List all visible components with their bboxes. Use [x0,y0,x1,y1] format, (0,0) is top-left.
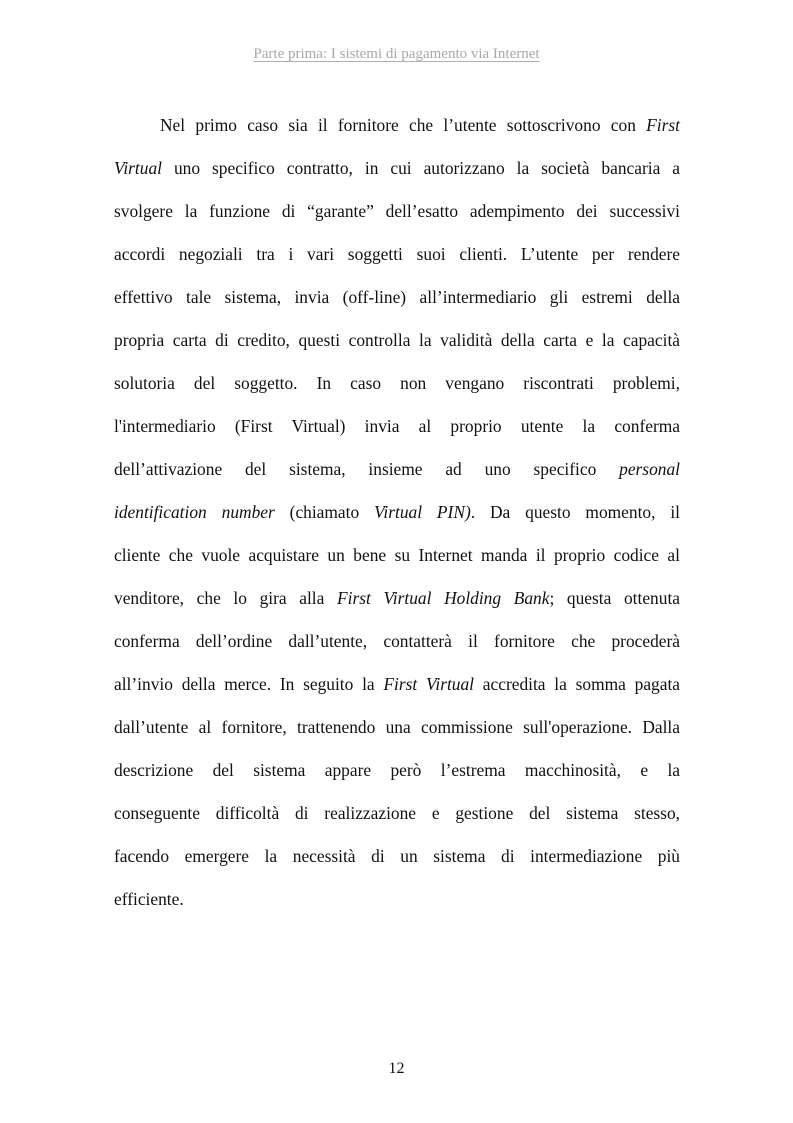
running-header: Parte prima: I sistemi di pagamento via Internet [253,46,540,62]
text-run: venditore, che lo gira alla [114,588,337,608]
italic-text: Virtual [114,158,162,178]
italic-text: First [646,115,680,135]
body-paragraph [114,104,680,921]
paragraph-line [114,190,680,233]
text-run: accordi negoziali tra i vari soggetti suoi clienti. L’utente per rendere [114,244,680,264]
paragraph-line [114,663,680,706]
text-run: l'intermediario (First Virtual) invia al proprio utente la conferma [114,416,680,436]
text-run: svolgere la funzione di “garante” dell’esatto adempimento dei successivi [114,201,680,221]
paragraph-line [114,792,680,835]
text-run: conferma dell’ordine dall’utente, contatterà il fornitore che procederà [114,631,680,651]
text-run: Nel primo caso sia il fornitore che l’utente sottoscrivono con [160,115,647,135]
text-run: efficiente. [114,889,184,909]
text-run: (chiamato [274,502,375,522]
paragraph-line [114,319,680,362]
paragraph-line [114,405,680,448]
text-run: uno specifico contratto, in cui autorizzano la società bancaria a [162,158,680,178]
paragraph-line [114,534,680,577]
italic-text: personal [619,459,680,479]
paragraph-line [114,491,680,534]
paragraph-line [114,147,680,190]
text-run: dell’attivazione del sistema, insieme ad uno specifico [114,459,620,479]
paragraph-line [114,233,680,276]
text-run: accredita la somma pagata [474,674,680,694]
paragraph-line [114,620,680,663]
text-run: cliente che vuole acquistare un bene su Internet manda il proprio codice al [114,545,680,565]
text-run: conseguente difficoltà di realizzazione e gestione del sistema stesso, [114,803,680,823]
paragraph-line [114,749,680,792]
paragraph-line [114,835,680,878]
italic-text: First Virtual Holding Bank [337,588,550,608]
italic-text: First Virtual [383,674,475,694]
text-run: dall’utente al fornitore, trattenendo una commissione sull'operazione. Dalla [114,717,680,737]
text-run: ; questa ottenuta [549,588,680,608]
text-run: all’invio della merce. In seguito la [114,674,384,694]
italic-text: identification number [114,502,275,522]
paragraph-line [114,104,680,147]
text-run: facendo emergere la necessità di un sistema di intermediazione più [114,846,680,866]
paragraph-line [114,362,680,405]
text-run: descrizione del sistema appare però l’estrema macchinosità, e la [114,760,680,780]
italic-text: Virtual PIN) [374,502,471,522]
paragraph-line [114,276,680,319]
text-run: solutoria del soggetto. In caso non vengano riscontrati problemi, [114,373,680,393]
page-number: 12 [388,1060,405,1077]
paragraph-line [114,878,680,921]
paragraph-line [114,448,680,491]
paragraph-line [114,577,680,620]
text-run: effettivo tale sistema, invia (off-line) all’intermediario gli estremi della [114,287,680,307]
text-run: . Da questo momento, il [470,502,681,522]
text-run: propria carta di credito, questi controlla la validità della carta e la capacità [114,330,680,350]
paragraph-line [114,706,680,749]
